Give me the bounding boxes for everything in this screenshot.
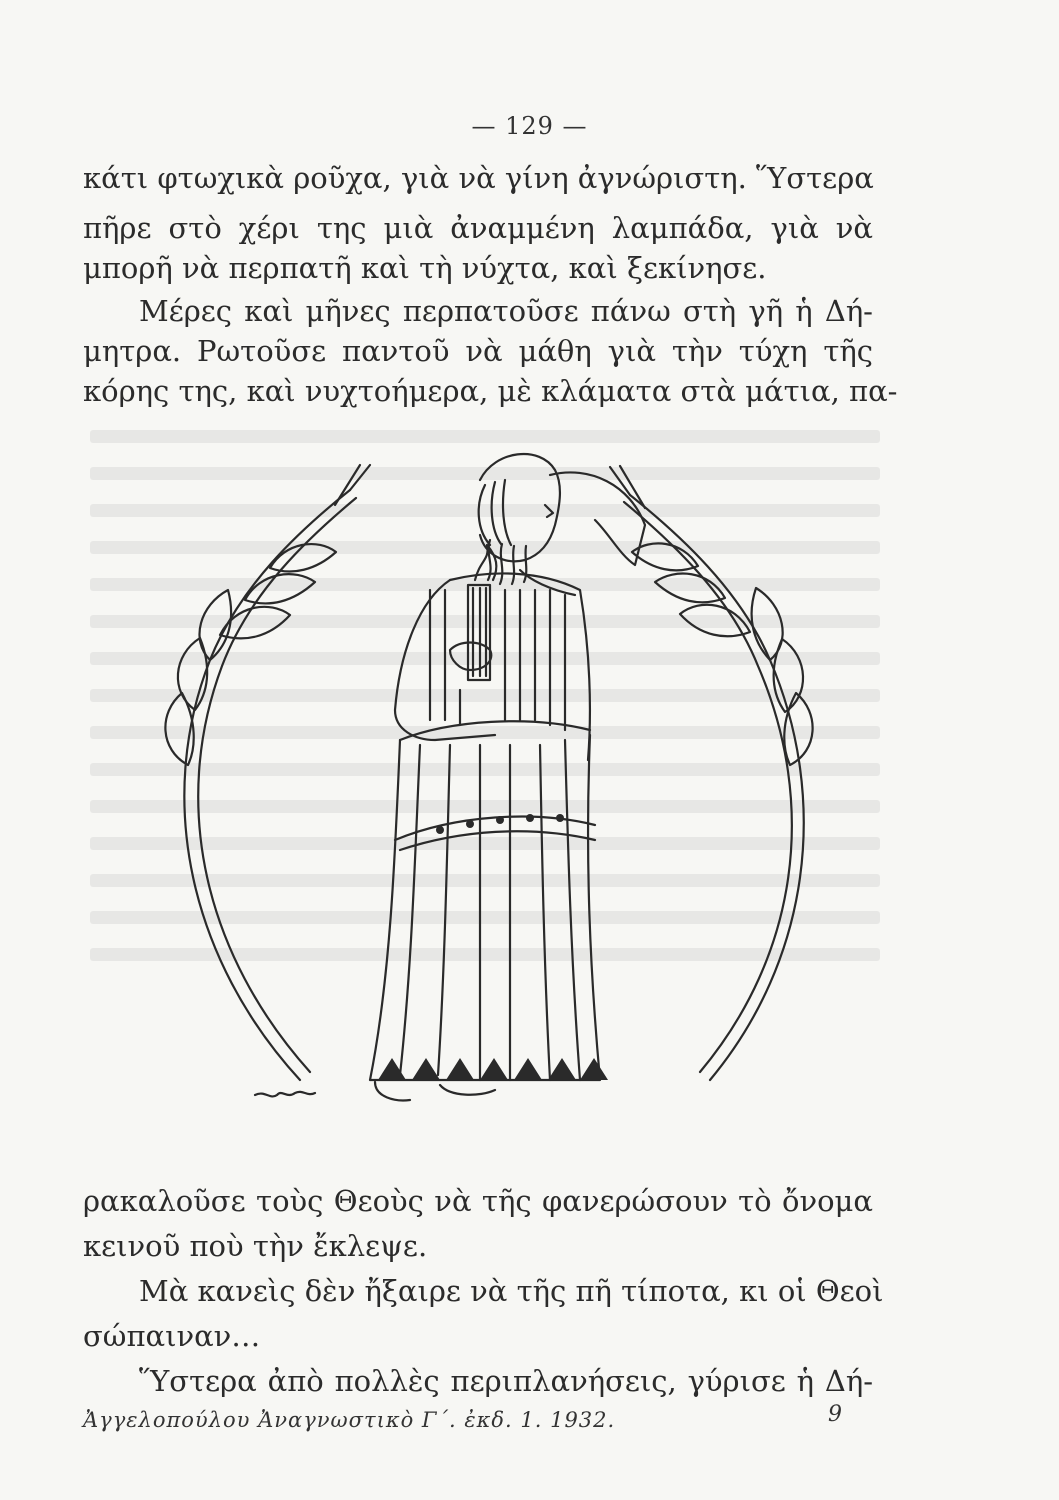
text-line: Μὰ κανεὶς δὲν ἤξαιρε νὰ τῆς πῆ τίποτα, κι οἱ Θεοὶ	[139, 1274, 884, 1308]
left-wheat-stalk	[165, 465, 370, 1080]
text-line: Ὕστερα ἀπὸ πολλὲς περιπλανήσεις, γύρισε ἡ Δή-	[139, 1364, 873, 1398]
text-line: μητρα. Ρωτοῦσε παντοῦ νὰ μάθη γιὰ τὴν τύχη τῆς	[83, 334, 873, 368]
demeter-figure	[255, 454, 645, 1100]
text-line: ρακαλοῦσε τοὺς Θεοὺς νὰ τῆς φανερώσουν τὸ ὄνομα	[83, 1184, 873, 1218]
source-citation: Ἀγγελοπούλου Ἀναγνωστικὸ Γ΄. ἐκδ. 1. 1932.	[83, 1408, 616, 1432]
text-line: κάτι φτωχικὰ ροῦχα, γιὰ νὰ γίνη ἀγνώριστη. Ὕστερα	[83, 161, 874, 195]
right-wheat-stalk	[610, 466, 813, 1080]
demeter-illustration	[150, 440, 910, 1140]
text-line: σώπαιναν…	[83, 1319, 261, 1353]
text-line: μπορῆ νὰ περπατῆ καὶ τὴ νύχτα, καὶ ξεκίνησε.	[83, 251, 767, 285]
signature-mark: 9	[828, 1402, 842, 1427]
text-line: κόρης της, καὶ νυχτοήμερα, μὲ κλάματα στὰ μάτια, πα-	[83, 374, 898, 408]
page-number: — 129 —	[471, 112, 588, 140]
text-line: Μέρες καὶ μῆνες περπατοῦσε πάνω στὴ γῆ ἡ Δή-	[139, 294, 873, 328]
text-line: πῆρε στὸ χέρι της μιὰ ἀναμμένη λαμπάδα, γιὰ νὰ	[83, 211, 873, 245]
text-line: κεινοῦ ποὺ τὴν ἔκλεψε.	[83, 1229, 428, 1263]
